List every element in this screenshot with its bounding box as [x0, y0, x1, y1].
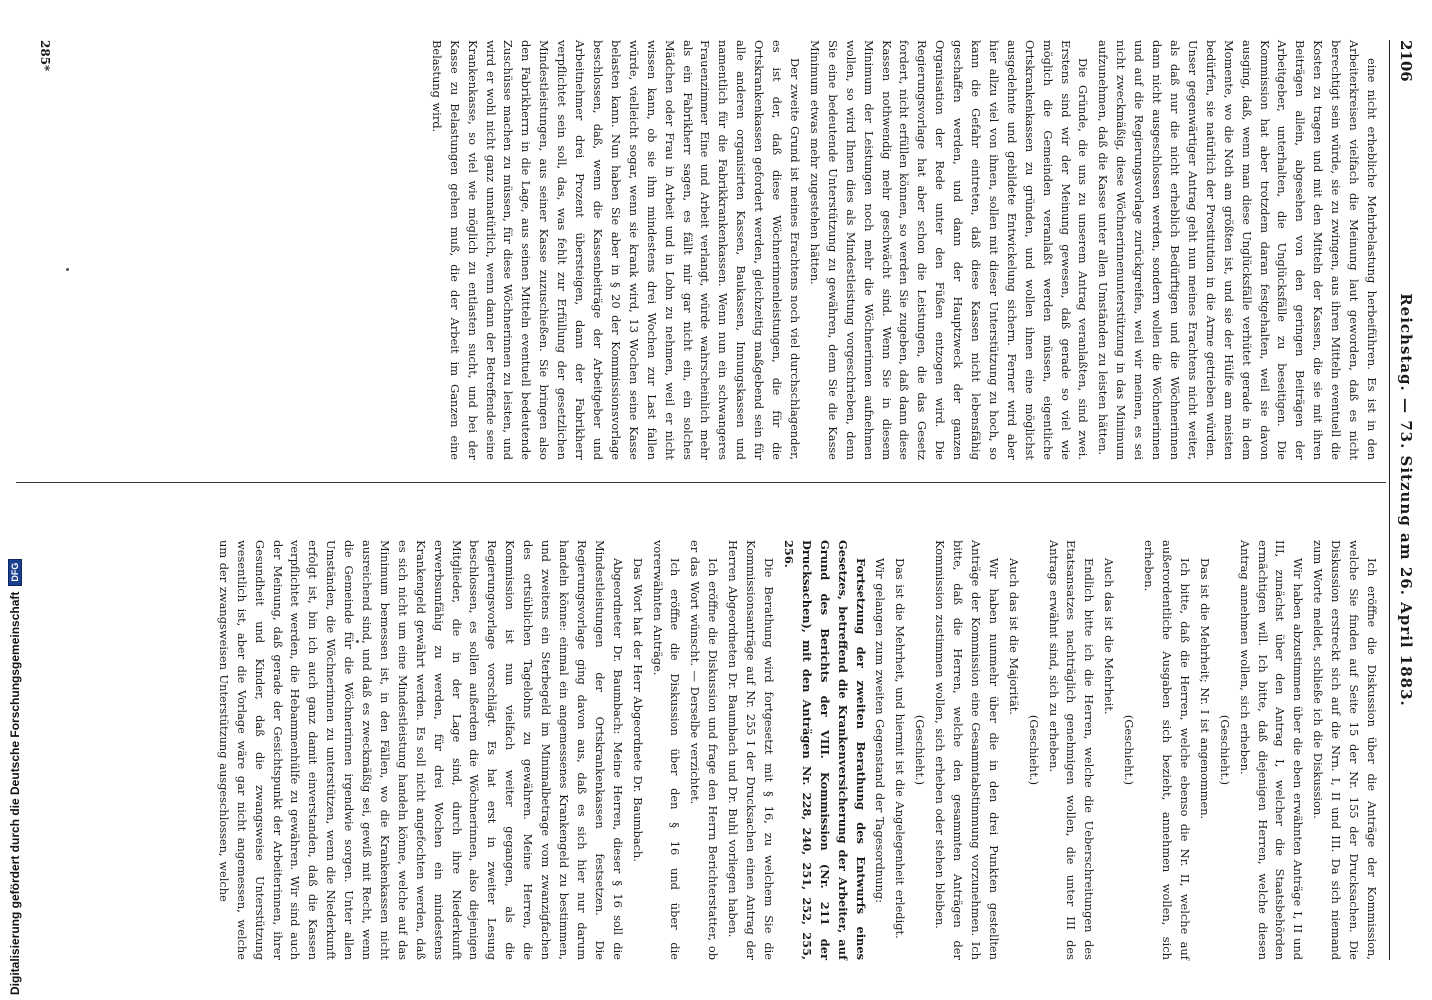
paragraph: Ich bitte, daß die Herren, welche ebenso die Nr. II, welche auf außerordentliche Ausgaben sich bezieht, annehmen wollen, sich erheben. — [1142, 540, 1192, 960]
paragraph: eine nicht erhebliche Mehrbelastung herbeiführen. Es ist in den Arbeiterkreisen vielfach die Meinung laut geworden, daß es nicht berechtigt sein würde, sie zu zwingen, aus ihren Mitteln eventuell die Kosten zu tragen und mit den Mitteln der Kassen, die sie mit ihren Beiträgen allein, abgesehen von den geringen Beiträgen der Arbeitgeber, unterhalten, die Unglücksfälle zu beseitigen. Die Kommission hat aber trotzdem daran festgehalten, weil sie davon ausging, daß, wenn man diese Unglücksfälle verhütet gerade in dem Momente, wo die Noth am größten ist, und sie der Hülfe am meisten bedürfen, sie natürlich der Prostitution in die Arme getrieben würden. Unser gegenwärtiger Antrag geht nun meines Erachtens nicht weiter, als daß nur die nicht erheblich Bedürftigen und die Wöchnerinnen dann nicht ausgeschlossen werden, sondern wollen die Wöchnerinnen und auf die Regierungsvorlage zurückgreifen, weil wir meinen, es sei nicht zweckmäßig, diese Wöchnerinnenunterstützung in das Minimum aufzunehmen, daß die Kasse unter allen Umständen zu leisten hätten. — [1096, 40, 1379, 460]
page-footer-ref: 285* — [38, 40, 52, 72]
paragraph: Auch das ist die Majorität. — [1006, 558, 1021, 715]
paragraph: Endlich bitte ich die Herren, welche die Ueberschreitungen des Etatsansatzes nachträglich genehmigen wollen, die unter III des Antrags erwähnt sind, sich zu erheben. — [1046, 540, 1097, 960]
paragraph: Wir haben abzustimmen über die eben erwähnten Anträge I, II und III, zunächst über den Antrag I, welcher die Staatsbehörden ermächtigen will. Ich bitte, daß diejenigen Herren, welche diesen Antrag annehmen wollen, sich erheben. — [1237, 540, 1306, 960]
paragraph: (Geschieht.) — [1122, 714, 1137, 786]
paragraph: (Geschieht.) — [1217, 714, 1232, 786]
paragraph: Wir haben nunmehr über die in den drei Punkten gestellten Anträge der Kommission eine Gesammtabstimmung vorzunehmen. Ich bitte, daß die Herren, welche den gesammten Anträgen der Kommission zustimmen wollen, sich erheben oder stehen bleiben. — [933, 540, 1001, 960]
signature-line — [38, 40, 52, 71]
page-number: 2106 — [1397, 40, 1415, 82]
paragraph: (Geschieht.) — [913, 714, 928, 786]
paragraph: Das ist die Mehrheit, und hiermit ist die Angelegenheit erledigt. — [893, 558, 908, 939]
paragraph: (Geschieht.) — [1026, 714, 1041, 786]
paragraph: Das ist die Mehrheit; Nr. I ist angenommen. — [1197, 558, 1212, 820]
paragraph: Wir gelangen zum zweiten Gegenstand der Tagesordnung: — [873, 558, 888, 904]
column-divider — [16, 482, 1386, 483]
agenda-item: Fortsetzung der zweiten Berathung des Entwurfs eines Gesetzes, betreffend die Krankenversicherung der Arbeiter, auf Grund des Berichts der VIII. Kommission (Nr. 211 der Drucksachen), mit den Anträgen Nr. 228, 240, 251, 252, 255, 256. — [781, 540, 868, 960]
dfg-logo-icon: DFG — [8, 559, 22, 586]
paragraph: Die Gründe, die uns zu unserem Antrag veranlaßten, sind zwei. Erstens sind wir der Meinung gewesen, daß gerade so viel wie möglich die Gemeinden veranlaßt werden müssen, eigentliche Ortskrankenkassen zu gründen, und wollen ihnen eine möglichst ausgedehnte und gebildete Entwickelung sichern. Ferner wird aber hier allzu viel von ihnen, sollen mit dieser Unterstützung zu hoch, so kann die Gefahr eintreten, daß diese Kassen nicht lebensfähig geschaffen werden, und dann der Hauptzweck der ganzen Organisation der Rede unter den Füßen entzogen wird. Die Regierungsvorlage hat aber schon die Leistungen, die das Gesetz fordert, nicht erfüllen können, so werden Sie zugeben, daß dann diese Kassen nothwendig mehr geschwächt sind. Wenn Sie in diesem Minimum der Leistungen noch mehr die Wöchnerinnen aufnehmen wollen, so wird Ihnen dies als Mindestleistung vorgeschrieben, denn Sie eine bedeutende Unterstützung zu gewähren, denn Sie die Kasse Minimum etwas mehr zugestehen hätten. — [807, 40, 1091, 460]
paragraph: Ich eröffne die Diskussion über die Anträge der Kommission, welche Sie finden auf Seite 15 der Nr. 155 der Drucksachen. Die Diskussion erstreckt sich auf die Nrn. I, II und III. Da sich niemand zum Worte meldet, schließe ich die Diskussion. — [1311, 540, 1379, 960]
paragraph: Ich eröffne die Diskussion über den § 16 und über die vorerwähnten Anträge. — [650, 540, 683, 960]
credit-text: Digitalisierung gefördert durch die Deutsche Forschungsgemeinschaft — [8, 591, 22, 995]
paragraph: Auch das ist die Mehrheit. — [1102, 558, 1117, 715]
page-title: Reichstag. — 73. Sitzung am 26. April 1883. — [1397, 293, 1415, 707]
right-column — [212, 540, 1380, 960]
paragraph: Abgeordneter Dr. Baumbach: Meine Herren, dieser § 16 soll die Mindestleistungen der Ortskrankenkassen festsetzen. Die Regierungsvorlage ging davon aus, daß es sich hier nur darum handeln könne: einmal ein angemessenes Krankengeld zu bestimmen, und zweitens ein Sterbegeld im Minimalbetrage vom zwanzigfachen des ortsüblichen Tagelohns zu gewähren. Meine Herren, die Kommission ist nun vielfach weiter gegangen, als die Regierungsvorlage vorschlägt. Es hat erst in zweiter Lesung beschlossen, es sollen außerdem die Wöchnerinnen, also diejenigen Mitglieder, die in der Lage sind, durch ihre Niederkunft erwerbsunfähig zu werden, für drei Wochen ein mindestens Krankengeld gewährt werden. Es soll nicht angefochten werden, daß es sich nicht um eine Mindestleistung handeln könne, welche auf das Minimum bemessen ist, in den Fällen, wo die Krankenkassen nicht ausreichend sind, und daß es zweckmäßig sei, gewiß mit Recht, wenn die Gemeinde für die Wöchnerinnen irgendwie sorgen. Unter allen Umständen, die Wöchnerinnen zu unterstützen, wenn die Niederkunft erfolgt ist, bin ich auch ganz damit einverstanden, daß die Kassen verpflichtet werden, die Hebammenhülfe zu gewähren. Wir sind auch der Meinung, daß gerade der Gesichtspunkt der Arbeiterinnen, ihrer Gesundheit und Kinder, daß die zwangsweise Unterstützung wesentlich ist, aber die Vorlage wäre gar nicht angemessen, welche um der zwangsweisen Unterstützung ausgeschlossen, welche — [216, 540, 625, 960]
header-rule — [1389, 40, 1390, 960]
paragraph: Ich eröffne die Diskussion und frage den Herrn Berichterstatter, ob er das Wort wünscht. — Derselbe verzichtet. — [688, 540, 721, 960]
paragraph: Der zweite Grund ist meines Erachtens noch viel durchschlagender, es ist der, daß diese Wöchnerinnenleistungen, die für die Ortskrankenkassen gefordert werden, gleichzeitig maßgebend sein für alle anderen organisirten Kassen, Baukassen, Innungskassen und namentlich für die Fabrikkrankenkassen. Wenn nun ein schwangeres Frauenzimmer Eine und Arbeit verlangt, würde wahrscheinlich mehr als ein Fabrikherr sagen, es fällt mir gar nicht ein, ein solches Mädchen oder Frau in Arbeit und in Lohn zu nehmen, weil er nicht wissen kann, ob sie ihm mindestens drei Wochen zur Last fallen würde, vielleicht sogar, wenn sie krank wird, 13 Wochen seine Kasse belasten kann. Nun haben Sie aber in § 20 der Kommissionsvorlage beschlossen, daß, wenn die Kassenbeiträge der Arbeitgeber und Arbeitnehmer drei Prozent übersteigen, dann der Fabrikherr verpflichtet sein soll, das, was fehlt zur Erfüllung der gesetzlichen Mindestleistungen, aus seiner Kasse zuzuschießen. Sie bringen also den Fabrikherrn in die Lage, aus seinen Mitteln eventuell bedeutende Zuschüsse machen zu müssen, für diese Wöchnerinnen zu leisten, und wird er wohl nicht ganz unnatürlich, wenn dann der Betreffende seine Krankenkasse, so viel wie möglich zu entlasten sucht, und bei der Kasse zu Belastungen gehen muß, die der Arbeit im Ganzen eine Belastung wird. — [429, 40, 802, 460]
paragraph: Das Wort hat der Herr Abgeordnete Dr. Baumbach. — [630, 558, 645, 862]
page-header — [1392, 40, 1420, 960]
left-column — [425, 40, 1380, 460]
paragraph: Die Berathung wird fortgesetzt mit § 16, zu welchem Sie die Kommissionsanträge auf Nr. 255 I der Drucksachen einen Antrag der Herren Abgeordneten Dr. Baumbach und Dr. Buhl vorliegen haben. — [726, 540, 776, 960]
